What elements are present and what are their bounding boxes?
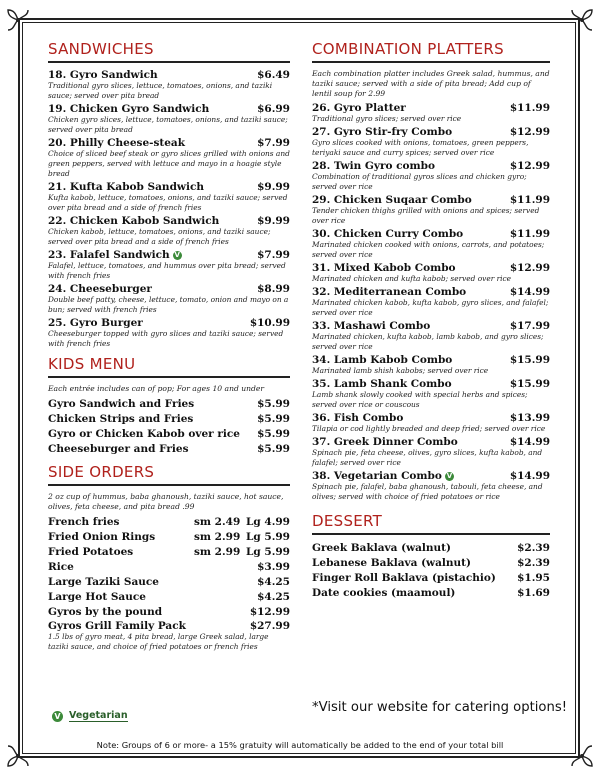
menu-item-row [48, 181, 290, 193]
item-price: $5.99 [257, 413, 290, 425]
item-price: $9.99 [257, 181, 290, 193]
item-name-text: 26. Gyro Platter [312, 102, 406, 114]
item-name-text: 28. Twin Gyro combo [312, 160, 436, 172]
menu-item [48, 442, 290, 457]
item-name: Fried Onion Rings [48, 531, 156, 543]
corner-ornament-icon [568, 6, 596, 34]
item-price: $9.99 [257, 215, 290, 227]
item-price: $12.99 [509, 126, 550, 138]
menu-item [48, 560, 290, 575]
sides-intro: 2 oz cup of hummus, baba ghanoush, taziki sauce, hot sauce, olives, feta cheese, and pita bread .99 [48, 492, 284, 511]
menu-item [48, 69, 290, 101]
item-price: $1.95 [517, 572, 550, 584]
menu-item [48, 317, 290, 349]
item-description: Marinated chicken and kufta kabob; served over rice [312, 274, 512, 283]
item-description: Gyro slices cooked with onions, tomatoes, green peppers, teriyaki sauce and curry spices; served over rice [312, 138, 529, 157]
item-name: Lebanese Baklava (walnut) [312, 557, 471, 569]
item-name [312, 286, 466, 298]
item-price: $12.99 [509, 160, 550, 172]
item-price: $15.99 [509, 378, 550, 390]
family-pack-item [48, 620, 290, 652]
item-description: 1.5 lbs of gyro meat, 4 pita bread, large Greek salad, large taziki sauce, and choice of fried potatoes or french fries [48, 632, 269, 651]
menu-item [48, 575, 290, 590]
item-price: $14.99 [509, 470, 550, 482]
item-description: Chicken gyro slices, lettuce, tomatoes, onions, and taziki sauce; served over pita bread [48, 115, 288, 134]
item-price: $6.49 [257, 69, 290, 81]
combos-intro: Each combination platter includes Greek salad, hummus, and taziki sauce; served with a side of pita bread; Add cup of lentil soup for 2.99 [312, 69, 550, 98]
item-description: Tilapia or cod lightly breaded and deep fried; served over rice [312, 424, 546, 433]
menu-item [312, 436, 550, 468]
menu-item [48, 427, 290, 442]
item-name-text: 22. Chicken Kabob Sandwich [48, 215, 220, 227]
large-price: Lg 4.99 [246, 516, 290, 528]
menu-item-row [48, 249, 290, 261]
item-name [48, 283, 152, 295]
item-description: Marinated chicken, kufta kabob, lamb kabob, and gyro slices; served over rice [312, 332, 544, 351]
item-price: $11.99 [509, 102, 550, 114]
menu-item [312, 228, 550, 260]
menu-item [312, 354, 550, 376]
sides-sized-list [48, 515, 290, 560]
item-price: $14.99 [509, 436, 550, 448]
menu-item-row [312, 436, 550, 448]
item-description: Marinated chicken kabob, kufta kabob, gyro slices, and falafel; served over rice [312, 298, 549, 317]
item-name-text: 37. Greek Dinner Combo [312, 436, 458, 448]
item-name [312, 320, 430, 332]
item-name-text: 31. Mixed Kabob Combo [312, 262, 456, 274]
menu-item [312, 571, 550, 586]
sides-list [48, 560, 290, 620]
item-name-text: 24. Cheeseburger [48, 283, 152, 295]
item-name [48, 69, 158, 81]
menu-item-row [312, 102, 550, 114]
item-name: French fries [48, 516, 120, 528]
small-price: sm 2.99 [194, 546, 241, 558]
item-price: $12.99 [509, 262, 550, 274]
menu-item [312, 194, 550, 226]
item-name [48, 181, 204, 193]
leaf-icon: V [174, 250, 180, 259]
menu-item [312, 586, 550, 601]
combo-list [312, 102, 550, 502]
item-price: $11.99 [509, 194, 550, 206]
menu-item-row [312, 412, 550, 424]
item-price: $13.99 [509, 412, 550, 424]
item-price: $11.99 [509, 228, 550, 240]
kids-menu-heading: KIDS MENU [48, 355, 290, 378]
left-column [48, 40, 290, 654]
item-name: Gyro Sandwich and Fries [48, 398, 195, 410]
item-name: Large Taziki Sauce [48, 576, 159, 588]
item-price: $6.99 [257, 103, 290, 115]
menu-item [48, 283, 290, 315]
item-price: $2.39 [517, 557, 550, 569]
menu-item [312, 541, 550, 556]
menu-item [48, 412, 290, 427]
vegetarian-label: Vegetarian [69, 710, 128, 721]
large-price: Lg 5.99 [246, 546, 290, 558]
item-name [312, 194, 472, 206]
menu-item [312, 286, 550, 318]
item-name-text: 35. Lamb Shank Combo [312, 378, 452, 390]
item-name [312, 436, 458, 448]
sized-side-item [48, 515, 290, 530]
item-name: Greek Baklava (walnut) [312, 542, 451, 554]
menu-item-row [312, 160, 550, 172]
item-name-text: 33. Mashawi Combo [312, 320, 431, 332]
item-price: $5.99 [257, 443, 290, 455]
item-name [312, 228, 463, 240]
menu-item [48, 605, 290, 620]
item-description: Cheeseburger topped with gyro slices and taziki sauce; served with french fries [48, 329, 284, 348]
item-price: $4.25 [257, 591, 290, 603]
menu-item [312, 556, 550, 571]
leaf-icon: V [446, 471, 453, 480]
item-description: Falafel, lettuce, tomatoes, and hummus over pita bread; served with french fries [48, 261, 286, 280]
menu-item-row [48, 137, 290, 149]
menu-item [48, 181, 290, 213]
item-price: $5.99 [257, 398, 290, 410]
gratuity-note: Note: Groups of 6 or more- a 15% gratuity will automatically be added to the end of your total bill [96, 740, 504, 750]
item-description: Traditional gyro slices; served over rice [312, 114, 462, 123]
item-name-text: 27. Gyro Stir-fry Combo [312, 126, 453, 138]
side-orders-heading: SIDE ORDERS [48, 463, 290, 486]
menu-item [48, 397, 290, 412]
small-price: sm 2.99 [194, 531, 241, 543]
item-name: Gyros Grill Family Pack [48, 620, 186, 632]
corner-ornament-icon [4, 6, 32, 34]
item-name: Cheeseburger and Fries [48, 443, 189, 455]
item-name [48, 137, 185, 149]
small-price: sm 2.49 [194, 516, 241, 528]
menu-item-row [312, 378, 550, 390]
large-price: Lg 5.99 [246, 531, 290, 543]
menu-item-row [312, 194, 550, 206]
menu-item-row [48, 215, 290, 227]
item-name [48, 249, 182, 261]
menu-item-row [312, 470, 550, 482]
item-price: $17.99 [509, 320, 550, 332]
website-catering-note: *Visit our website for catering options! [312, 700, 568, 715]
item-name: Fried Potatoes [48, 546, 134, 558]
item-description: Spinach pie, falafel, baba ghanoush, tabouli, feta cheese, and olives; served with choice of fried potatoes or rice [312, 482, 543, 501]
menu-item [48, 590, 290, 605]
item-description: Tender chicken thighs grilled with onions and spices; served over rice [312, 206, 540, 225]
item-name-text: 19. Chicken Gyro Sandwich [48, 103, 210, 115]
item-name [312, 354, 452, 366]
item-name [312, 262, 456, 274]
item-name-text: 25. Gyro Burger [48, 317, 143, 329]
item-name [48, 317, 143, 329]
item-description: Traditional gyro slices, lettuce, tomatoes, onions, and taziki sauce; served over pita bread [48, 81, 273, 100]
menu-item [312, 262, 550, 284]
menu-item-row [48, 317, 290, 329]
item-name: Gyro or Chicken Kabob over rice [48, 428, 240, 440]
dessert-list [312, 541, 550, 601]
item-name: Finger Roll Baklava (pistachio) [312, 572, 496, 584]
item-price: $14.99 [509, 286, 550, 298]
menu-item-row [312, 262, 550, 274]
item-name [48, 103, 209, 115]
menu-item-row [312, 228, 550, 240]
item-name-text: 20. Philly Cheese-steak [48, 137, 185, 149]
menu-item-row [48, 283, 290, 295]
sandwich-list [48, 69, 290, 349]
item-description: Marinated chicken cooked with onions, carrots, and potatoes; served over rice [312, 240, 545, 259]
item-name [312, 102, 406, 114]
item-price: $3.99 [257, 561, 290, 573]
item-name-text: 21. Kufta Kabob Sandwich [48, 181, 204, 193]
dessert-heading: DESSERT [312, 512, 550, 535]
sandwiches-heading: SANDWICHES [48, 40, 290, 63]
menu-item-row [48, 103, 290, 115]
item-name-text: 29. Chicken Suqaar Combo [312, 194, 472, 206]
item-name-text: 34. Lamb Kabob Combo [312, 354, 453, 366]
menu-item-row [312, 354, 550, 366]
menu-item [48, 249, 290, 281]
item-name: Gyros by the pound [48, 606, 163, 618]
item-price: $2.39 [517, 542, 550, 554]
menu-item [48, 103, 290, 135]
item-name-text: 30. Chicken Curry Combo [312, 228, 464, 240]
item-price: $1.69 [517, 587, 550, 599]
item-name [312, 126, 452, 138]
sized-side-item [48, 545, 290, 560]
item-name: Rice [48, 561, 74, 573]
menu-item [312, 160, 550, 192]
menu-item [312, 126, 550, 158]
kids-list [48, 397, 290, 457]
item-description: Lamb shank slowly cooked with special herbs and spices; served over rice or couscous [312, 390, 528, 409]
item-price: $15.99 [509, 354, 550, 366]
right-column [312, 40, 550, 601]
kids-intro: Each entrée includes can of pop; For ages 10 and under [48, 384, 264, 393]
menu-item-row [48, 69, 290, 81]
item-name-text: 36. Fish Combo [312, 412, 404, 424]
item-name-text: 18. Gyro Sandwich [48, 69, 158, 81]
menu-item [312, 102, 550, 124]
item-name-text: 23. Falafel Sandwich [48, 249, 170, 261]
item-description: Marinated lamb shish kabobs; served over rice [312, 366, 489, 375]
item-price: $7.99 [257, 137, 290, 149]
item-price: $4.25 [257, 576, 290, 588]
menu-item [312, 412, 550, 434]
menu-item-row [312, 126, 550, 138]
item-price: $12.99 [249, 606, 290, 618]
item-name [312, 470, 454, 482]
menu-item [312, 320, 550, 352]
menu-item [48, 137, 290, 179]
menu-item [312, 378, 550, 410]
item-description: Kufta kabob, lettuce, tomatoes, onions, and taziki sauce; served over pita bread and a side of french fries [48, 193, 288, 212]
menu-item [48, 215, 290, 247]
item-price: $5.99 [257, 428, 290, 440]
item-name [312, 378, 452, 390]
item-name-text: 32. Mediterranean Combo [312, 286, 467, 298]
item-description: Combination of traditional gyros slices and chicken gyro; served over rice [312, 172, 527, 191]
menu-item [312, 470, 550, 502]
item-name: Date cookies (maamoul) [312, 587, 456, 599]
item-price: $27.99 [249, 620, 290, 632]
item-name [312, 160, 435, 172]
menu-item-row [312, 320, 550, 332]
item-name [312, 412, 403, 424]
item-name [48, 215, 219, 227]
leaf-icon: V [52, 711, 63, 722]
item-name-text: 38. Vegetarian Combo [312, 470, 442, 482]
item-description: Double beef patty, cheese, lettuce, tomato, onion and mayo on a bun; served with french fries [48, 295, 289, 314]
item-description: Chicken kabob, lettuce, tomatoes, onions, and taziki sauce; served over pita bread and a side of french fries [48, 227, 271, 246]
item-price: $7.99 [257, 249, 290, 261]
item-description: Choice of sliced beef steak or gyro slices grilled with onions and green peppers, served with lettuce and mayo in a hoagie style bread [48, 149, 290, 178]
item-name: Chicken Strips and Fries [48, 413, 194, 425]
item-description: Spinach pie, feta cheese, olives, gyro slices, kufta kabob, and falafel; served over rice [312, 448, 543, 467]
menu-item-row [312, 286, 550, 298]
item-name: Large Hot Sauce [48, 591, 146, 603]
combination-platters-heading: COMBINATION PLATTERS [312, 40, 550, 63]
vegetarian-legend [52, 710, 128, 722]
item-price: $10.99 [249, 317, 290, 329]
sized-side-item [48, 530, 290, 545]
item-price: $8.99 [257, 283, 290, 295]
